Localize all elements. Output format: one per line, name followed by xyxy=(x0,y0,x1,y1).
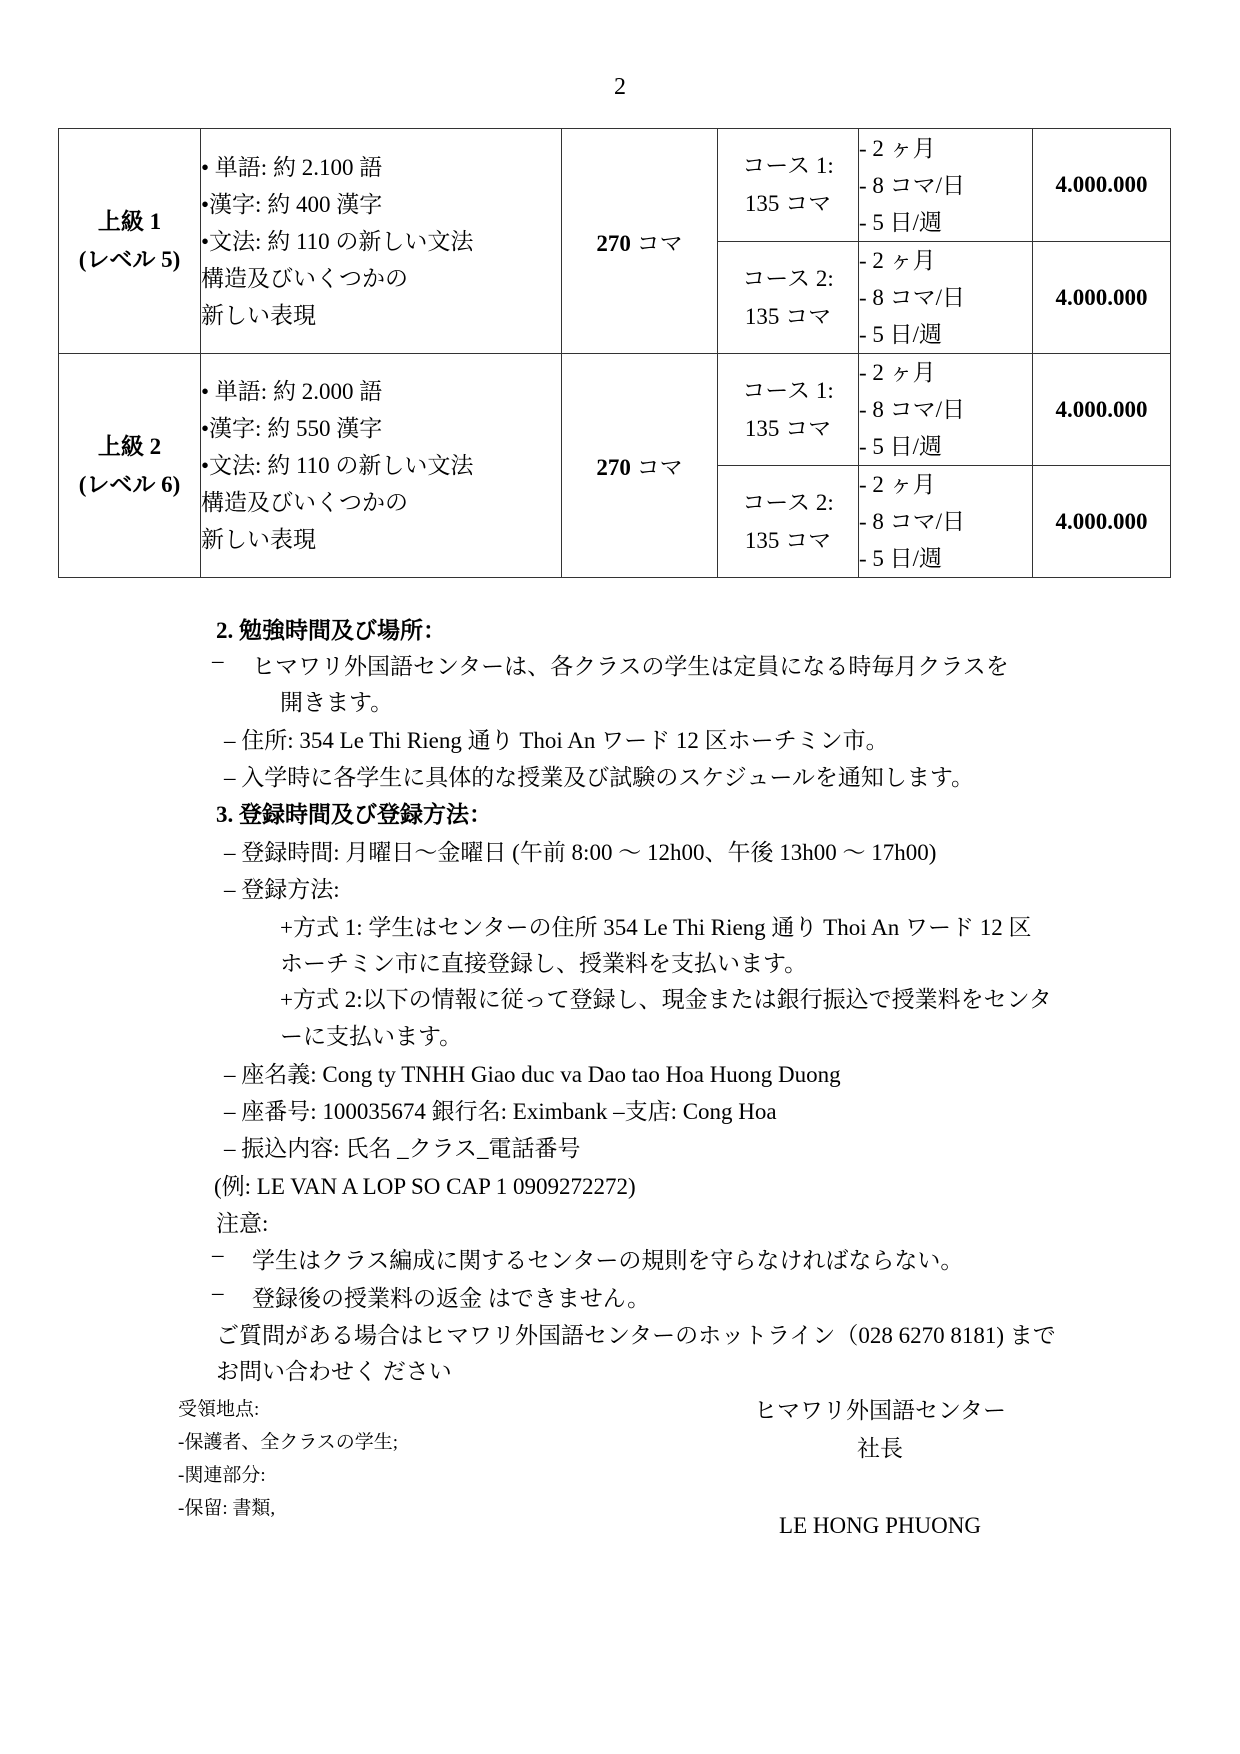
course-fee-table xyxy=(58,128,1171,578)
schedule-cell xyxy=(859,129,1033,242)
content-line: •文法: 約 110 の新しい文法 xyxy=(201,228,474,254)
section2-heading: 2. 勉強時間及び場所： xyxy=(216,618,446,643)
registration-time: – 登録時間: 月曜日～金曜日 (午前 8:00 ～ 12h00、午後 13h00 ～ 17h00) xyxy=(224,840,937,865)
content-line: •漢字: 約 550 漢字 xyxy=(201,416,383,441)
content-cell xyxy=(201,129,562,354)
section2-schedule-note: – 入学時に各学生に具体的な授業及び試験のスケジュールを通知します。 xyxy=(224,765,975,790)
content-cell xyxy=(201,354,562,578)
hours-cell xyxy=(562,354,718,578)
level-cell xyxy=(59,129,201,354)
transfer-content: – 振込内容: 氏名 _クラス_電話番号 xyxy=(224,1136,581,1161)
level-name: 上級 1 xyxy=(97,209,162,234)
course-count: 135 コマ xyxy=(744,527,832,553)
schedule-line: - 2 ヶ月 xyxy=(859,472,936,497)
recipient-item: -関連部分: xyxy=(178,1465,266,1486)
contact-line2: お問い合わせく ださい xyxy=(216,1359,452,1384)
schedule-cell xyxy=(859,466,1033,578)
page-number: 2 xyxy=(614,74,626,100)
content-line: • 単語: 約 2.000 語 xyxy=(201,379,383,404)
price-cell: 4.000.000 xyxy=(1033,466,1171,578)
course-cell xyxy=(718,354,859,466)
level-name: 上級 2 xyxy=(97,433,162,459)
table-row xyxy=(59,354,1171,466)
section2-item1-line1: ヒマワリ外国語センターは、各クラスの学生は定員になる時毎月クラスを xyxy=(252,654,1009,679)
method1-line1: +方式 1: 学生はセンターの住所 354 Le Thi Rieng 通り Thoi An ワード 12 区 xyxy=(280,915,1032,940)
signature-org: ヒマワリ外国語センター xyxy=(753,1398,1007,1423)
schedule-line: - 5 日/週 xyxy=(859,434,943,459)
course-cell xyxy=(718,466,859,578)
level-sub: (レベル 6) xyxy=(78,471,181,497)
content-line: •文法: 約 110 の新しい文法 xyxy=(201,453,474,478)
content-line: 新しい表現 xyxy=(201,302,316,328)
note1: 学生はクラス編成に関するセンターの規則を守らなければならない。 xyxy=(252,1248,964,1273)
note2: 登録後の授業料の返金 はできません。 xyxy=(252,1286,651,1311)
price-cell: 4.000.000 xyxy=(1033,354,1171,466)
course-cell xyxy=(718,242,859,354)
content-line: 構造及びいくつかの xyxy=(201,490,408,515)
schedule-line: - 2 ヶ月 xyxy=(859,135,936,161)
schedule-line: - 8 コマ/日 xyxy=(859,172,966,198)
schedule-line: - 2 ヶ月 xyxy=(859,248,936,273)
recipient-item: -保護者、全クラスの学生; xyxy=(178,1432,399,1453)
signature-title: 社長 xyxy=(857,1436,903,1461)
course-name: コース 1: xyxy=(742,377,834,403)
section3-heading: 3. 登録時間及び登録方法： xyxy=(216,802,492,827)
schedule-line: - 8 コマ/日 xyxy=(859,285,966,310)
content-line: 新しい表現 xyxy=(201,527,316,552)
course-count: 135 コマ xyxy=(744,191,832,216)
hours-number: 270 xyxy=(596,455,631,480)
level-sub: (レベル 5) xyxy=(78,247,181,272)
schedule-line: - 5 日/週 xyxy=(859,546,943,571)
hours-number: 270 xyxy=(596,230,631,256)
schedule-line: - 8 コマ/日 xyxy=(859,509,966,534)
content-line: • 単語: 約 2.100 語 xyxy=(201,154,383,180)
section2-item1-line2: 開きます。 xyxy=(280,690,394,715)
registration-method-label: – 登録方法: xyxy=(224,877,340,902)
recipient-item: -保留: 書類, xyxy=(178,1498,276,1519)
price-cell: 4.000.000 xyxy=(1033,129,1171,242)
schedule-cell xyxy=(859,354,1033,466)
account-name: – 座名義: Cong ty TNHH Giao duc va Dao tao Hoa Huong Duong xyxy=(224,1062,841,1087)
hours-unit: コマ xyxy=(636,455,683,480)
course-name: コース 2: xyxy=(742,265,834,291)
course-name: コース 1: xyxy=(742,153,834,178)
level-cell xyxy=(59,354,201,578)
schedule-line: - 5 日/週 xyxy=(859,209,943,235)
account-number: – 座番号: 100035674 銀行名: Eximbank –支店: Cong Hoa xyxy=(224,1099,777,1124)
method2-line2: ーに支払います。 xyxy=(280,1024,463,1049)
course-count: 135 コマ xyxy=(744,415,832,441)
transfer-example: (例: LE VAN A LOP SO CAP 1 0909272272) xyxy=(214,1174,636,1199)
schedule-line: - 5 日/週 xyxy=(859,322,943,347)
section2-address: – 住所: 354 Le Thi Rieng 通り Thoi An ワード 12 区ホーチミン市。 xyxy=(224,728,889,753)
list-dash: – xyxy=(212,1242,224,1267)
list-dash: – xyxy=(212,1280,224,1305)
course-name: コース 2: xyxy=(742,489,834,515)
hours-cell xyxy=(562,129,718,354)
method2-line1: +方式 2:以下の情報に従って登録し、現金または銀行振込で授業料をセンタ xyxy=(280,987,1052,1012)
note-label: 注意: xyxy=(216,1211,269,1236)
content-line: •漢字: 約 400 漢字 xyxy=(201,191,383,217)
contact-line1: ご質問がある場合はヒマワリ外国語センターのホットライン（028 6270 8181) まで xyxy=(216,1323,1056,1348)
list-dash: – xyxy=(212,648,224,673)
signature-name: LE HONG PHUONG xyxy=(779,1513,981,1538)
course-count: 135 コマ xyxy=(744,303,832,329)
schedule-line: - 8 コマ/日 xyxy=(859,397,966,422)
table-row xyxy=(59,129,1171,242)
course-cell xyxy=(718,129,859,242)
method1-line2: ホーチミン市に直接登録し、授業料を支払います。 xyxy=(280,951,808,976)
schedule-line: - 2 ヶ月 xyxy=(859,360,936,385)
hours-unit: コマ xyxy=(636,230,683,256)
schedule-cell xyxy=(859,242,1033,354)
price-cell: 4.000.000 xyxy=(1033,242,1171,354)
content-line: 構造及びいくつかの xyxy=(201,265,408,291)
recipients-label: 受領地点: xyxy=(178,1399,260,1420)
